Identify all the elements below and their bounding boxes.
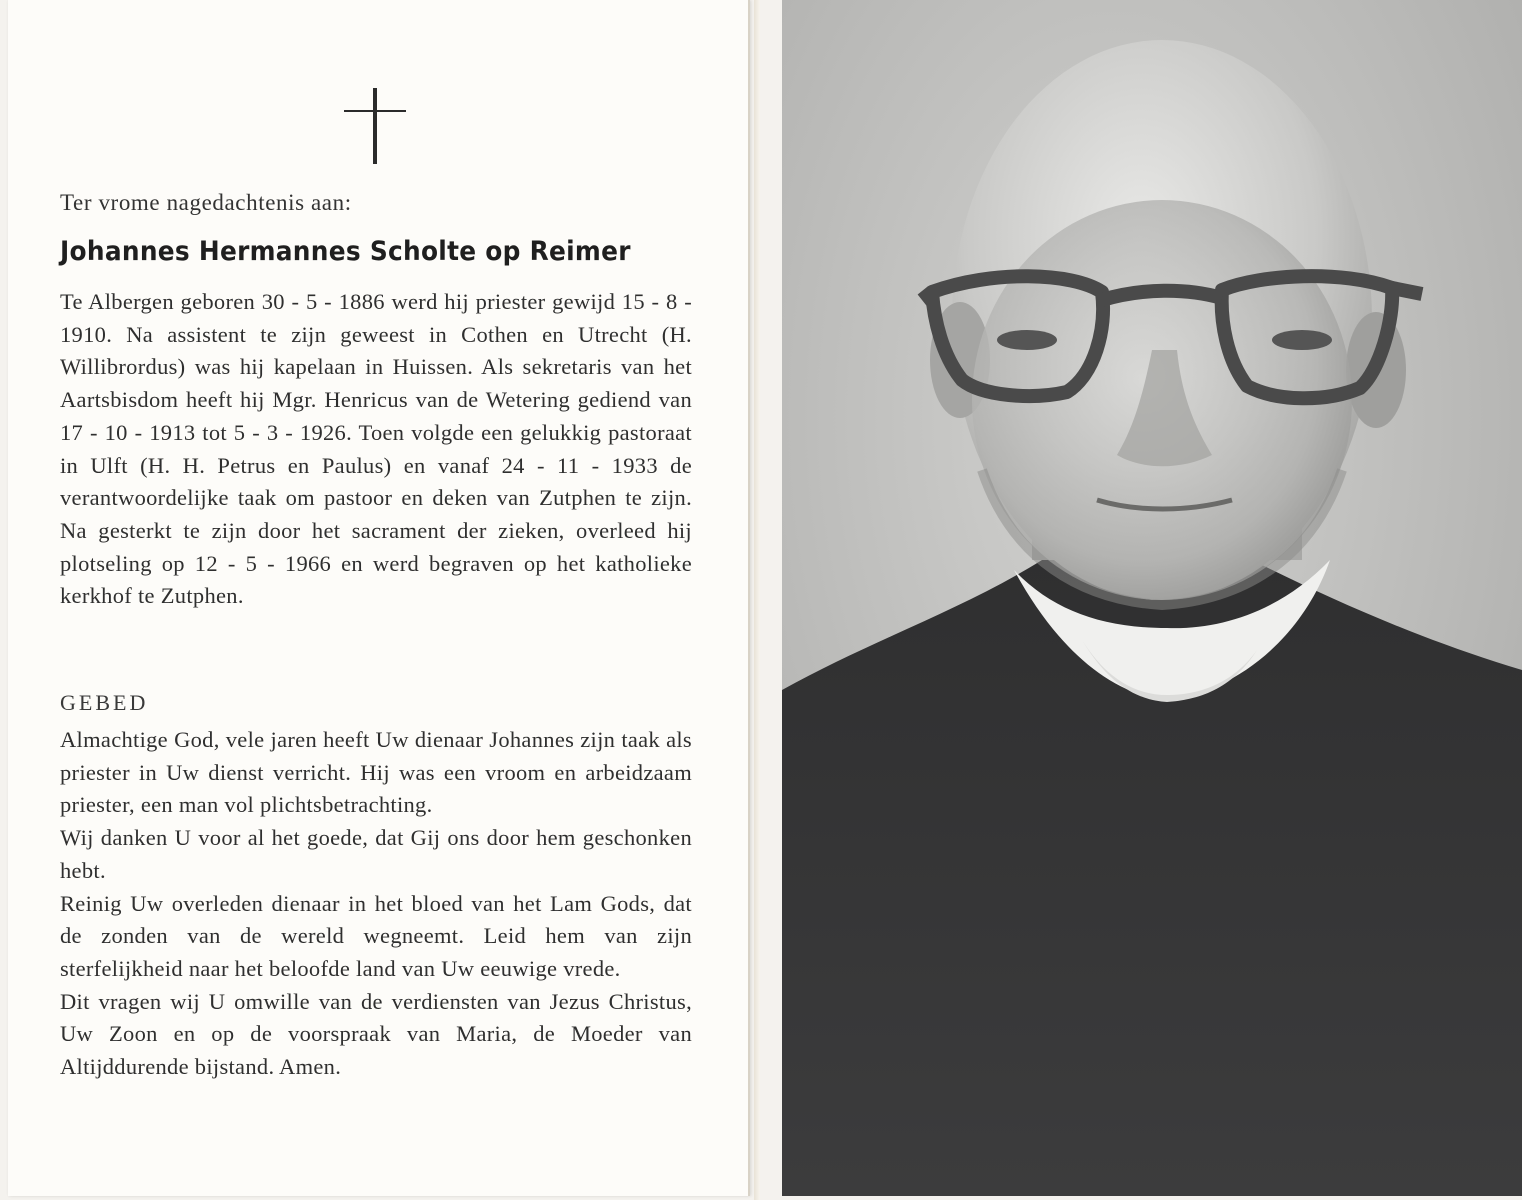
prayer-heading: GEBED bbox=[60, 690, 149, 715]
biography-paragraph: Te Albergen geboren 30 - 5 - 1886 werd hij priester gewijd 15 - 8 - 1910. Na assistent te zijn geweest in Cothen en Utrecht (H. Willibrordus) was hij kapelaan in Huissen. Als sekretaris van het Aartsbisdom heeft hij Mgr. Henricus van de Wetering gediend van 17 - 10 - 1913 tot 5 - 3 - 1926. Toen volgde een gelukkig pastoraat in Ulft (H. H. Petrus en Paulus) en vanaf 24 - 11 - 1933 de verantwoordelijke taak om pastoor en deken van Zutphen te zijn. Na gesterkt te zijn door het sacrament der zieken, overleed hij plotseling op 12 - 5 - 1966 en werd begraven op het katholieke kerkhof te Zutphen. bbox=[60, 289, 692, 609]
prayer-paragraph: Almachtige God, vele jaren heeft Uw dienaar Johannes zijn taak als priester in Uw dienst verricht. Hij was een vroom en arbeidzaam priester, een man vol plichtsbetrachting. bbox=[60, 727, 692, 818]
prayer-paragraph: Wij danken U voor al het goede, dat Gij ons door hem geschonken hebt. bbox=[60, 825, 692, 883]
prayer-paragraph: Reinig Uw overleden dienaar in het bloed van het Lam Gods, dat de zonden van de wereld wegneemt. Leid hem van zijn sterfelijkheid naar het beloofde land van Uw eeuwige vrede. bbox=[60, 890, 692, 981]
card-fold-edge bbox=[754, 0, 760, 1200]
priest-portrait-icon bbox=[782, 0, 1522, 1196]
prayer-paragraph: Dit vragen wij U omwille van de verdiensten van Jezus Christus, Uw Zoon en op de voorspraak van Maria, de Moeder van Altijddurende bijstand. Amen. bbox=[60, 988, 692, 1080]
prayer-text bbox=[60, 724, 692, 1084]
deceased-name: Johannes Hermannes Scholte op Reimer bbox=[60, 236, 631, 267]
cross-icon bbox=[342, 88, 408, 166]
memorial-card-text-page bbox=[8, 0, 750, 1196]
portrait-photo-icon bbox=[782, 0, 1522, 1196]
intro-line: Ter vrome nagedachtenis aan: bbox=[60, 190, 352, 215]
